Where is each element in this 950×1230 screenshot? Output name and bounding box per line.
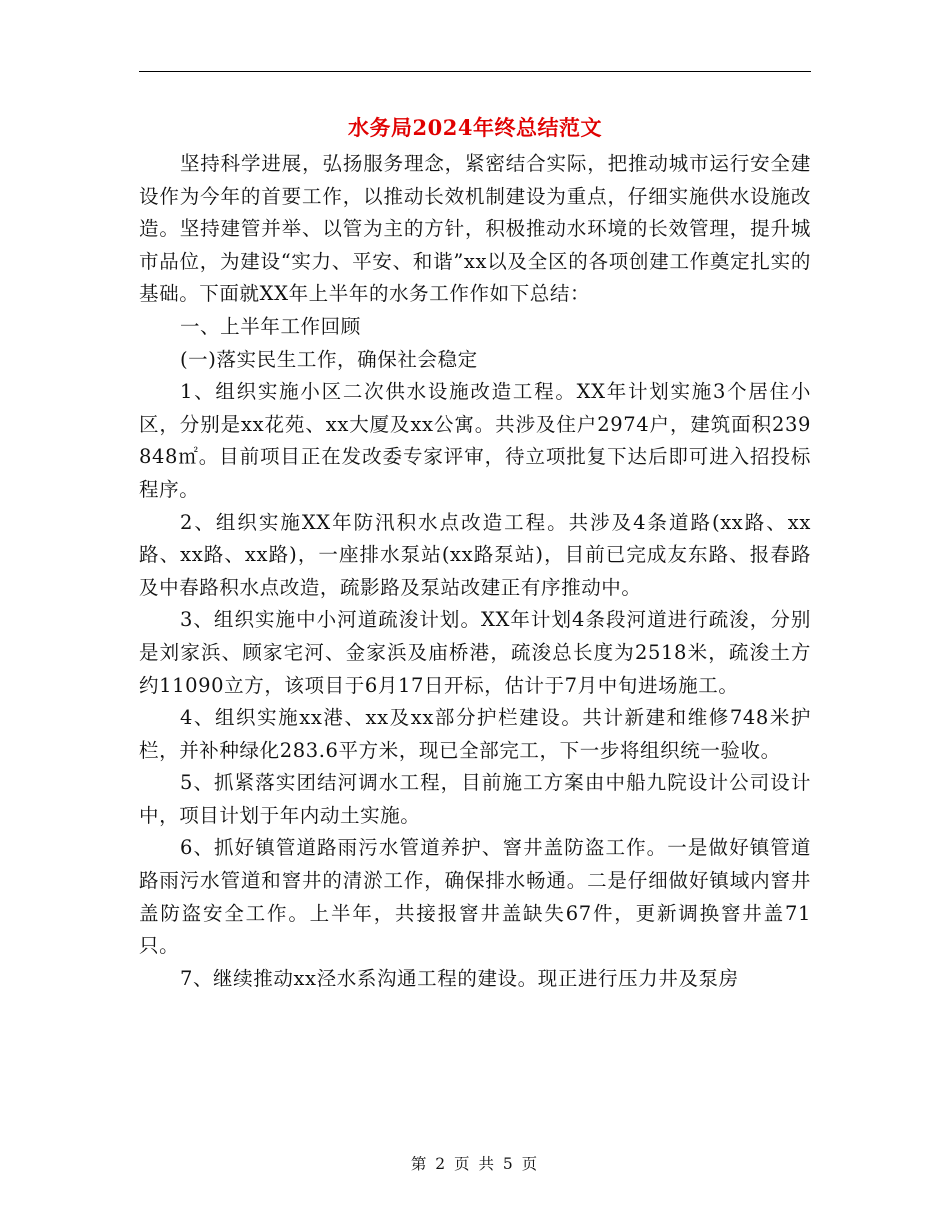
section-heading: 一、上半年工作回顾 bbox=[179, 314, 361, 338]
document-body bbox=[139, 148, 811, 995]
item-paragraph-4: 4、组织实施xx港、xx及xx部分护栏建设。共计新建和维修748米护栏，并补种绿化283.6平方米，现已全部完工，下一步将组织统一验收。 bbox=[139, 706, 811, 762]
item-paragraph-6: 6、抓好镇管道路雨污水管道养护、窨井盖防盗工作。一是做好镇管道路雨污水管道和窨井的清淤工作，确保排水畅通。二是仔细做好镇域内窨井盖防盗安全工作。上半年，共接报窨井盖缺失67件，更新调换窨井盖71只。 bbox=[139, 836, 811, 958]
item-paragraph-3: 3、组织实施中小河道疏浚计划。XX年计划4条段河道进行疏浚，分别是刘家浜、顾家宅河、金家浜及庙桥港，疏浚总长度为2518米，疏浚土方约11090立方，该项目于6月17日开标，估计于7月中旬进场施工。 bbox=[139, 608, 811, 697]
item-paragraph-1: 1、组织实施小区二次供水设施改造工程。XX年计划实施3个居住小区，分别是xx花苑、xx大厦及xx公寓。共涉及住户2974户，建筑面积239848㎡。目前项目正在发改委专家评审，待立项批复下达后即可进入招投标程序。 bbox=[139, 380, 811, 501]
item-paragraph-7: 7、继续推动xx泾水系沟通工程的建设。现正进行压力井及泵房 bbox=[179, 966, 739, 990]
page-number: 第 2 页 共 5 页 bbox=[410, 1155, 540, 1173]
header-rule bbox=[139, 71, 811, 72]
item-paragraph-5: 5、抓紧落实团结河调水工程，目前施工方案由中船九院设计公司设计中，项目计划于年内动土实施。 bbox=[139, 771, 811, 827]
subsection-heading: (一)落实民生工作，确保社会稳定 bbox=[179, 347, 478, 371]
document-title: 水务局2024年终总结范文 bbox=[348, 115, 602, 140]
item-paragraph-2: 2、组织实施XX年防汛积水点改造工程。共涉及4条道路(xx路、xx路、xx路、xx路)，一座排水泵站(xx路泵站)，目前已完成友东路、报春路及中春路积水点改造，疏影路及泵站改建正有序推动中。 bbox=[139, 510, 811, 599]
intro-paragraph: 坚持科学进展，弘扬服务理念，紧密结合实际，把推动城市运行安全建设作为今年的首要工作，以推动长效机制建设为重点，仔细实施供水设施改造。坚持建管并举、以管为主的方针，积极推动水环境的长效管理，提升城市品位，为建设“实力、平安、和谐”xx以及全区的各项创建工作奠定扎实的基础。下面就XX年上半年的水务工作作如下总结： bbox=[139, 152, 811, 306]
